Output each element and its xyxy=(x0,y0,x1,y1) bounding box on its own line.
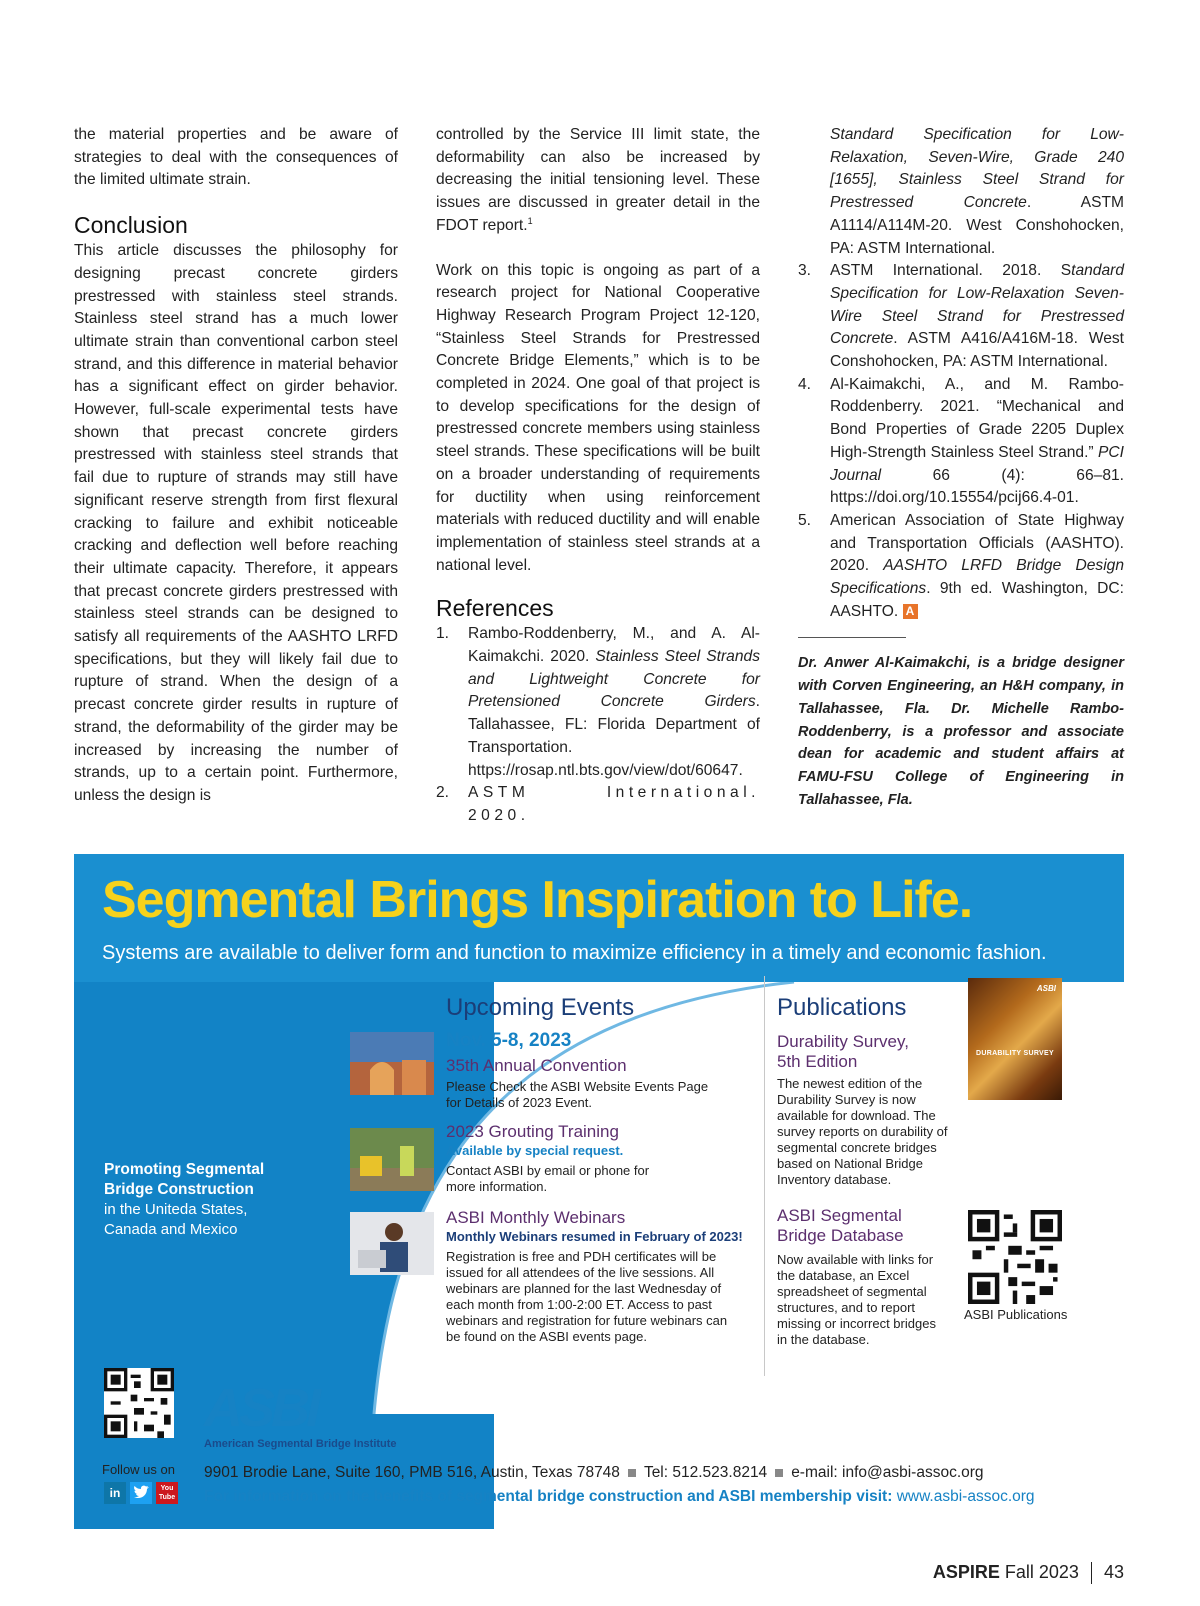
twitter-icon[interactable] xyxy=(130,1482,152,1504)
page-footer xyxy=(933,1562,1124,1584)
reference-item: 2. ASTM International. 2020. xyxy=(436,784,760,824)
publications-heading: Publications xyxy=(777,994,907,1021)
asbi-organization-name: American Segmental Bridge Institute xyxy=(204,1438,397,1450)
magazine-issue: Fall 2023 xyxy=(1004,1562,1079,1582)
event3-title: ASBI Monthly Webinars xyxy=(446,1208,626,1227)
webinar-photo xyxy=(350,1212,434,1275)
ad-column-divider xyxy=(764,976,765,1376)
reference-item: Standard Specification for Low-Relaxation, Seven-Wire, Grade 240 [1655], Stainless Steel Strand for Prestressed Concrete. ASTM A1114/A114M-20. West Conshohocken, PA: ASTM International. xyxy=(830,126,1124,257)
youtube-icon[interactable]: You Tube xyxy=(156,1482,178,1504)
asbi-address-line: 9901 Brodie Lane, Suite 160, PMB 516, Austin, Texas 78748 Tel: 512.523.8214 e-mail: info@asbi-assoc.org xyxy=(204,1464,984,1481)
author-divider xyxy=(798,637,906,638)
event3-note: Monthly Webinars resumed in February of 2023! xyxy=(446,1229,743,1244)
column2-para1: controlled by the Service III limit state, the deformability can also be increased by decreasing the initial tensioning level. These issues are discussed in greater detail in the FDOT report.$^1$ xyxy=(436,126,760,234)
asbi-logo[interactable]: ASBI xyxy=(204,1378,318,1438)
publications-qr-code[interactable] xyxy=(968,1210,1062,1304)
asbi-qr-code[interactable] xyxy=(104,1368,174,1438)
event2-note: Available by special request. xyxy=(446,1143,624,1158)
convention-photo xyxy=(350,1032,434,1095)
grouting-training-photo xyxy=(350,1128,434,1191)
asbi-advertisement[interactable] xyxy=(74,854,1124,1529)
publication2-title: ASBI Segmental Bridge Database xyxy=(777,1206,904,1245)
ad-subheadline: Systems are available to deliver form and function to maximize efficiency in a timely and economic fashion. xyxy=(102,942,1047,964)
article-column-2 xyxy=(436,124,760,828)
conclusion-heading: Conclusion xyxy=(74,212,188,239)
publication1-body: The newest edition of the Durability Survey is now available for download. The survey reports on durability of segmental concrete bridges based on National Bridge Inventory database. xyxy=(777,1076,948,1187)
conclusion-text: This article discusses the philosophy for designing precast concrete girders prestressed with stainless steel strands. Stainless steel strand has a much lower ultimate strain than conventional carbon steel strand, and this difference in material behavior has a significant effect on girder behavior. However, full-scale experimental tests have shown that precast concrete girders prestressed with stainless steel strands that fail due to rupture of strands may still have significant reserve strength from first flexural cracking to failure and exhibit noticeable cracking and deflection well before reaching their ultimate capacity. Therefore, it appears that precast concrete girders prestressed with stainless steel strands can be designed to satisfy all requirements of the AASHTO LRFD specifications, but they will likely fail due to rupture of strand. When the design of a precast concrete girder results in rupture of strand, the deformability of the girder may be increased by increasing the number of strands, up to a certain point. Furthermore, unless the design is xyxy=(74,242,398,804)
magazine-name: ASPIRE xyxy=(932,1562,1000,1582)
asbi-info-line: For information on the benefits of segmental bridge construction and ASBI membership visit: www.asbi-assoc.org xyxy=(204,1488,1035,1505)
asbi-website-link[interactable]: www.asbi-assoc.org xyxy=(896,1488,1035,1505)
article-column-1 xyxy=(74,124,398,808)
event3-body: Registration is free and PDH certificates will be issued for all attendees of the live sessions. All webinars are planned for the last Wednesday of each month from 1:00-2:00 ET. Access to past webinars and registration for future webinars can be found on the ASBI events page. xyxy=(446,1249,728,1344)
ad-promo-text: Promoting Segmental Bridge Construction in the Uniteda States, Canada and Mexico xyxy=(104,1161,265,1238)
follow-us-label: Follow us on xyxy=(102,1462,175,1477)
reference-item: 1. Rambo-Roddenberry, M., and A. Al-Kaimakchi. 2020. Stainless Steel Strands and Lightweight Concrete for Pretensioned Concrete Girders. Tallahassee, FL: Florida Department of Transportation. https://rosap.ntl.bts.gov/view/dot/60647. xyxy=(436,625,760,779)
event2-body: Contact ASBI by email or phone for more information. xyxy=(446,1163,650,1194)
upcoming-events-heading: Upcoming Events xyxy=(446,994,635,1021)
qr-caption: ASBI Publications xyxy=(964,1307,1068,1322)
references-list-continued xyxy=(798,124,1124,623)
column1-intro: the material properties and be aware of strategies to deal with the consequences of the limited ultimate strain. xyxy=(74,126,398,189)
ad-headline: Segmental Brings Inspiration to Life. xyxy=(102,871,973,929)
linkedin-icon[interactable]: in xyxy=(104,1482,126,1504)
reference-item: 4. Al-Kaimakchi, A., and M. Rambo-Roddenberry. 2021. “Mechanical and Bond Properties of Grade 2205 Duplex High-Strength Stainless Steel Strand.” PCI Journal 66 (4): 66–81. https://doi.org/10.15554/pcij66.4-01. xyxy=(798,375,1124,507)
durability-survey-cover[interactable]: ASBI DURABILITY SURVEY xyxy=(968,978,1062,1100)
author-bio: Dr. Anwer Al-Kaimakchi, is a bridge designer with Corven Engineering, an H&H company, in Tallahassee, Fla. Dr. Michelle Rambo-Roddenberry, is a professor and associate dean for academic and student affairs at FAMU-FSU College of Engineering in Tallahassee, Fla. xyxy=(798,655,1124,808)
reference-item: 3. ASTM International. 2018. Standard Specification for Low-Relaxation Seven-Wire Steel Strand for Prestressed Concrete. ASTM A416/A416M-18. West Conshohocken, PA: ASTM International. xyxy=(798,262,1124,371)
event1-title: 35th Annual Convention xyxy=(446,1056,627,1075)
event1-body: Please Check the ASBI Website Events Page for Details of 2023 Event. xyxy=(446,1079,709,1110)
column2-para2: Work on this topic is ongoing as part of a research project for National Cooperative Highway Research Program Project 12-120, “Stainless Steel Strands for Prestressed Concrete Bridge Elements,” which is to be completed in 2024. One goal of that project is to develop specifications for the design of prestressed concrete members using stainless steel strands. These specifications will be built on a broader understanding of requirements for ductility when using reinforcement materials with reduced ductility and will enable implementation of stainless steel strands at a national level. xyxy=(436,261,760,574)
publication2-body: Now available with links for the database, an Excel spreadsheet of segmental structures, and to report missing or incorrect bridges in the database. xyxy=(777,1252,936,1347)
event1-date: Nov. 5-8, 2023 xyxy=(446,1030,572,1051)
article-column-3 xyxy=(798,124,1124,811)
publication1-title: Durability Survey, 5th Edition xyxy=(777,1032,909,1071)
references-list xyxy=(436,623,760,827)
page-number: 43 xyxy=(1103,1562,1124,1582)
event2-title: 2023 Grouting Training xyxy=(446,1122,619,1141)
references-heading: References xyxy=(436,595,554,622)
reference-item: 5. American Association of State Highway and Transportation Officials (AASHTO). 2020. AASHTO LRFD Bridge Design Specifications. 9th ed. Washington, DC: AASHTO. A xyxy=(798,511,1125,620)
end-mark-icon: A xyxy=(903,604,918,619)
